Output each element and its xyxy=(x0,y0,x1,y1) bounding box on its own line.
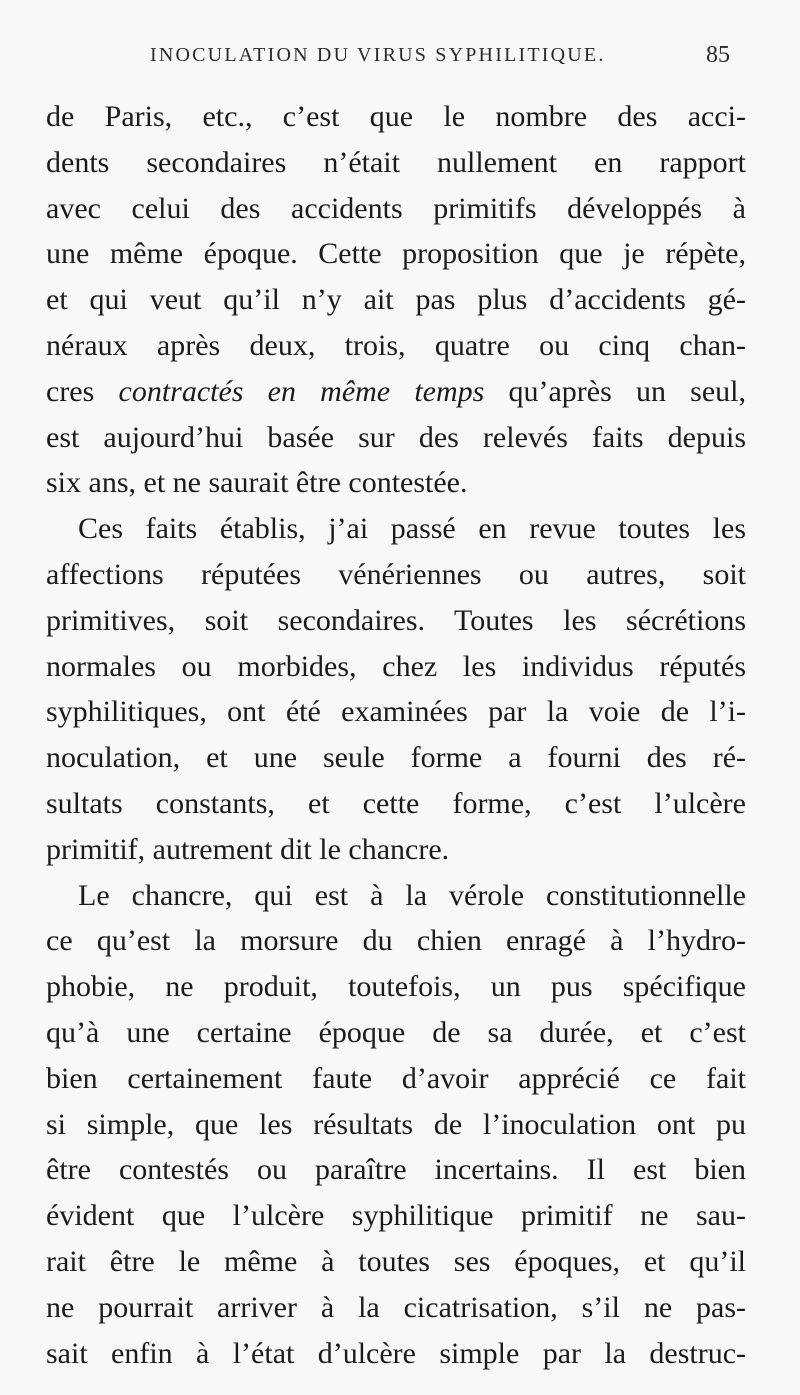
running-title: INOCULATION DU VIRUS SYPHILITIQUE. xyxy=(150,44,606,66)
text-line: sultats constants, et cette forme, c’est l’ulcère xyxy=(46,786,746,820)
line-segment: qu’après un seul, xyxy=(484,374,746,408)
text-line: est aujourd’hui basée sur des relevés faits depuis xyxy=(46,420,746,454)
text-line: affections réputées vénériennes ou autres, soit xyxy=(46,557,746,591)
text-line: phobie, ne produit, toutefois, un pus spécifique xyxy=(46,970,746,1004)
text-line: rait être le même à toutes ses époques, et qu’il xyxy=(46,1244,746,1278)
text-line: bien certainement faute d’avoir apprécié ce fait xyxy=(46,1061,746,1095)
text-line: être contestés ou paraître incertains. Il est bien xyxy=(46,1153,746,1187)
text-line: et qui veut qu’il n’y ait pas plus d’accidents gé- xyxy=(46,283,746,317)
text-line: ce qu’est la morsure du chien enragé à l’hydro- xyxy=(46,924,746,958)
page-number: 85 xyxy=(706,42,730,68)
text-line: normales ou morbides, chez les individus réputés xyxy=(46,649,746,683)
body-text xyxy=(46,94,746,1376)
text-line: noculation, et une seule forme a fourni des ré- xyxy=(46,741,746,775)
paragraph-first-line: Ces faits établis, j’ai passé en revue toutes les xyxy=(78,512,746,546)
text-line: néraux après deux, trois, quatre ou cinq chan- xyxy=(46,328,746,362)
page-header xyxy=(0,40,800,80)
text-line: dents secondaires n’était nullement en rapport xyxy=(46,145,746,179)
paragraph-first-line: Le chancre, qui est à la vérole constitutionnelle xyxy=(78,878,746,912)
line-segment: cres xyxy=(46,374,119,408)
text-line: ne pourrait arriver à la cicatrisation, s’il ne pas- xyxy=(46,1290,746,1324)
paragraph-last-line: primitif, autrement dit le chancre. xyxy=(46,832,450,866)
text-line: syphilitiques, ont été examinées par la voie de l’i- xyxy=(46,695,746,729)
italic-phrase: contractés en même temps xyxy=(118,374,485,408)
text-line-with-italic xyxy=(46,369,746,415)
text-line: de Paris, etc., c’est que le nombre des acci- xyxy=(46,100,746,133)
paragraph-last-line: six ans, et ne saurait être contestée. xyxy=(46,466,468,500)
text-line: sait enfin à l’état d’ulcère simple par la destruc- xyxy=(46,1336,746,1370)
text-line: une même époque. Cette proposition que je répète, xyxy=(46,237,746,271)
text-line: évident que l’ulcère syphilitique primitif ne sau- xyxy=(46,1199,746,1233)
text-line: primitives, soit secondaires. Toutes les sécrétions xyxy=(46,603,746,637)
text-line: avec celui des accidents primitifs développés à xyxy=(46,191,746,225)
text-line: qu’à une certaine époque de sa durée, et c’est xyxy=(46,1015,746,1049)
text-line: si simple, que les résultats de l’inoculation ont pu xyxy=(46,1107,746,1141)
